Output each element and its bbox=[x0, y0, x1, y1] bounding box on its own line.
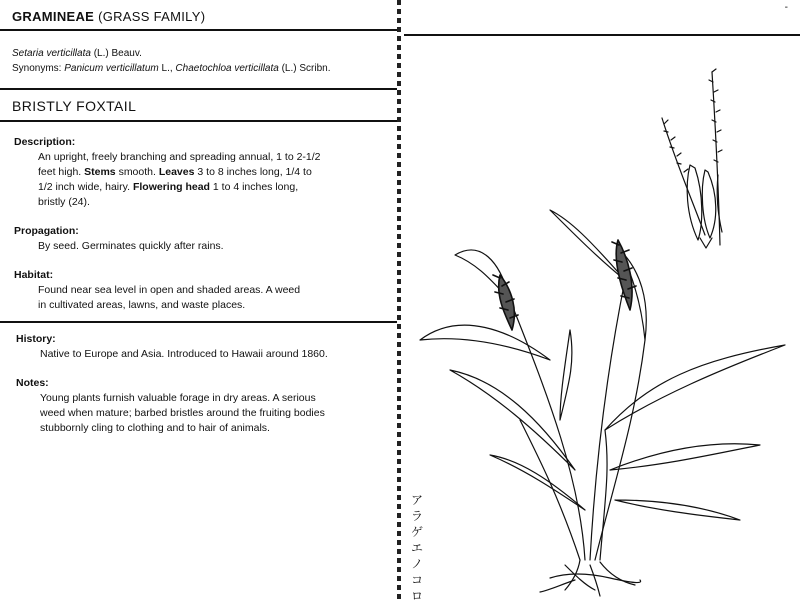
history-section bbox=[16, 332, 385, 362]
description-text: feet high. bbox=[38, 166, 82, 178]
right-page bbox=[400, 0, 800, 600]
name-rule bbox=[0, 88, 397, 90]
japanese-char: ノ bbox=[410, 557, 423, 571]
notes-section bbox=[16, 376, 385, 436]
habitat-body bbox=[14, 283, 383, 313]
family-heading bbox=[12, 9, 205, 24]
description-text: 1 to 4 inches long, bbox=[212, 181, 299, 193]
bristly-foxtail-illustration bbox=[400, 0, 800, 600]
spikelet-detail-illustration bbox=[662, 69, 722, 248]
history-rule bbox=[0, 321, 397, 323]
common-name-title: BRISTLY FOXTAIL bbox=[12, 98, 137, 114]
notes-line: Young plants furnish valuable forage in dry areas. A serious bbox=[40, 392, 316, 404]
propagation-section bbox=[14, 224, 383, 254]
top-rule bbox=[0, 29, 397, 31]
japanese-char: ロ bbox=[410, 589, 423, 600]
flowering-heads-illustration bbox=[493, 240, 636, 330]
japanese-char: エ bbox=[410, 541, 423, 555]
description-line: An upright, freely branching and spreading annual, 1 to 2-1/2 bbox=[38, 151, 321, 163]
description-text: 3 to 8 inches long, 1/4 to bbox=[197, 166, 312, 178]
leaves-illustration bbox=[420, 210, 785, 520]
habitat-heading: Habitat: bbox=[14, 269, 54, 281]
habitat-line: Found near sea level in open and shaded areas. A weed bbox=[38, 284, 301, 296]
description-term-stems: Stems bbox=[84, 166, 116, 178]
description-text: smooth. bbox=[118, 166, 156, 178]
description-line bbox=[38, 165, 383, 180]
history-body: Native to Europe and Asia. Introduced to Hawaii around 1860. bbox=[40, 348, 328, 360]
description-line: bristly (24). bbox=[38, 196, 90, 208]
scientific-author: (L.) Beauv. bbox=[93, 48, 142, 59]
synonym-1: Panicum verticillatum bbox=[64, 63, 159, 74]
description-section bbox=[14, 135, 383, 210]
habitat-section bbox=[14, 268, 383, 313]
stems-illustration bbox=[510, 280, 645, 560]
corner-mark: - bbox=[784, 2, 788, 13]
japanese-char: コ bbox=[410, 573, 423, 587]
notes-line: stubbornly cling to clothing and to hair of animals. bbox=[40, 422, 270, 434]
scientific-name-line bbox=[12, 48, 142, 59]
japanese-char: ア bbox=[410, 493, 423, 507]
description-text: 1/2 inch wide, hairy. bbox=[38, 181, 131, 193]
habitat-line: in cultivated areas, lawns, and waste places. bbox=[38, 299, 246, 311]
synonym-2: Chaetochloa verticillata bbox=[175, 63, 279, 74]
japanese-name-vertical bbox=[410, 492, 424, 600]
family-name: GRAMINEAE bbox=[12, 9, 95, 24]
japanese-char: ラ bbox=[410, 509, 423, 523]
synonyms-line bbox=[12, 63, 331, 74]
title-rule bbox=[0, 120, 397, 122]
notes-line: weed when mature; barbed bristles around the fruiting bodies bbox=[40, 407, 325, 419]
scientific-name: Setaria verticillata bbox=[12, 48, 91, 59]
synonym-2-author: (L.) Scribn. bbox=[281, 63, 331, 74]
family-common-name: (GRASS FAMILY) bbox=[98, 9, 206, 24]
description-heading: Description: bbox=[14, 136, 76, 148]
synonym-1-author: L., bbox=[161, 63, 173, 74]
description-term-leaves: Leaves bbox=[158, 166, 195, 178]
notes-heading: Notes: bbox=[16, 377, 49, 389]
propagation-heading: Propagation: bbox=[14, 225, 79, 237]
japanese-char: ゲ bbox=[410, 525, 423, 539]
synonyms-label: Synonyms: bbox=[12, 63, 62, 74]
history-heading: History: bbox=[16, 333, 56, 345]
description-body bbox=[14, 150, 383, 210]
notes-body bbox=[16, 391, 385, 436]
description-term-flowering-head: Flowering head bbox=[132, 181, 210, 193]
propagation-body: By seed. Germinates quickly after rains. bbox=[38, 240, 224, 252]
description-line bbox=[38, 180, 383, 195]
roots-illustration bbox=[540, 560, 641, 596]
